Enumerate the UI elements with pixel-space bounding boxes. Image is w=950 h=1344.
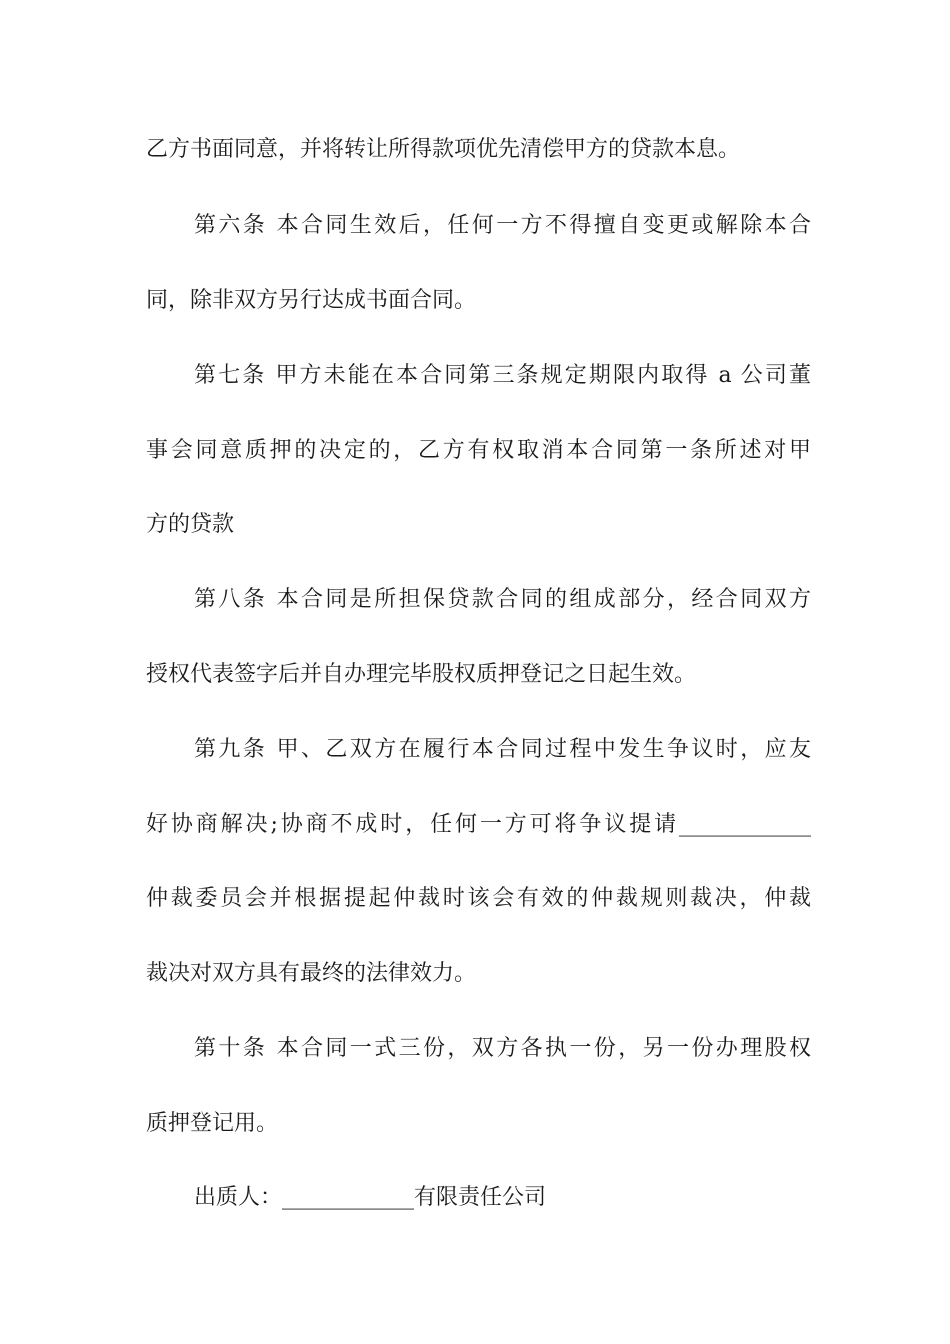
article-10-line-1: 第十条 本合同一式三份，双方各执一份，另一份办理股权 xyxy=(194,1036,811,1061)
article-7-line-3: 方的贷款 xyxy=(146,512,235,537)
paragraph-line: 乙方书面同意，并将转让所得款项优先清偿甲方的贷款本息。 xyxy=(146,137,741,162)
article-9-line-2: 好协商解决;协商不成时，任何一方可将争议提请____________ xyxy=(146,812,811,837)
article-8-line-2: 授权代表签字后并自办理完毕股权质押登记之日起生效。 xyxy=(146,662,697,687)
article-6-line-2: 同，除非双方另行达成书面合同。 xyxy=(146,288,477,313)
article-6-line-1: 第六条 本合同生效后，任何一方不得擅自变更或解除本合 xyxy=(194,213,811,238)
article-8-line-1: 第八条 本合同是所担保贷款合同的组成部分，经合同双方 xyxy=(194,587,811,612)
article-7-line-1: 第七条 甲方未能在本合同第三条规定期限内取得 a 公司董 xyxy=(194,363,811,388)
article-7-line-2: 事会同意质押的决定的，乙方有权取消本合同第一条所述对甲 xyxy=(146,438,811,463)
article-9-line-3: 仲裁委员会并根据提起仲裁时该会有效的仲裁规则裁决，仲裁 xyxy=(146,886,811,911)
article-10-line-2: 质押登记用。 xyxy=(146,1111,279,1136)
article-9-line-4: 裁决对双方具有最终的法律效力。 xyxy=(146,961,477,986)
pledgor-signature-line: 出质人：____________有限责任公司 xyxy=(194,1185,547,1210)
article-9-line-1: 第九条 甲、乙双方在履行本合同过程中发生争议时，应友 xyxy=(194,737,811,762)
